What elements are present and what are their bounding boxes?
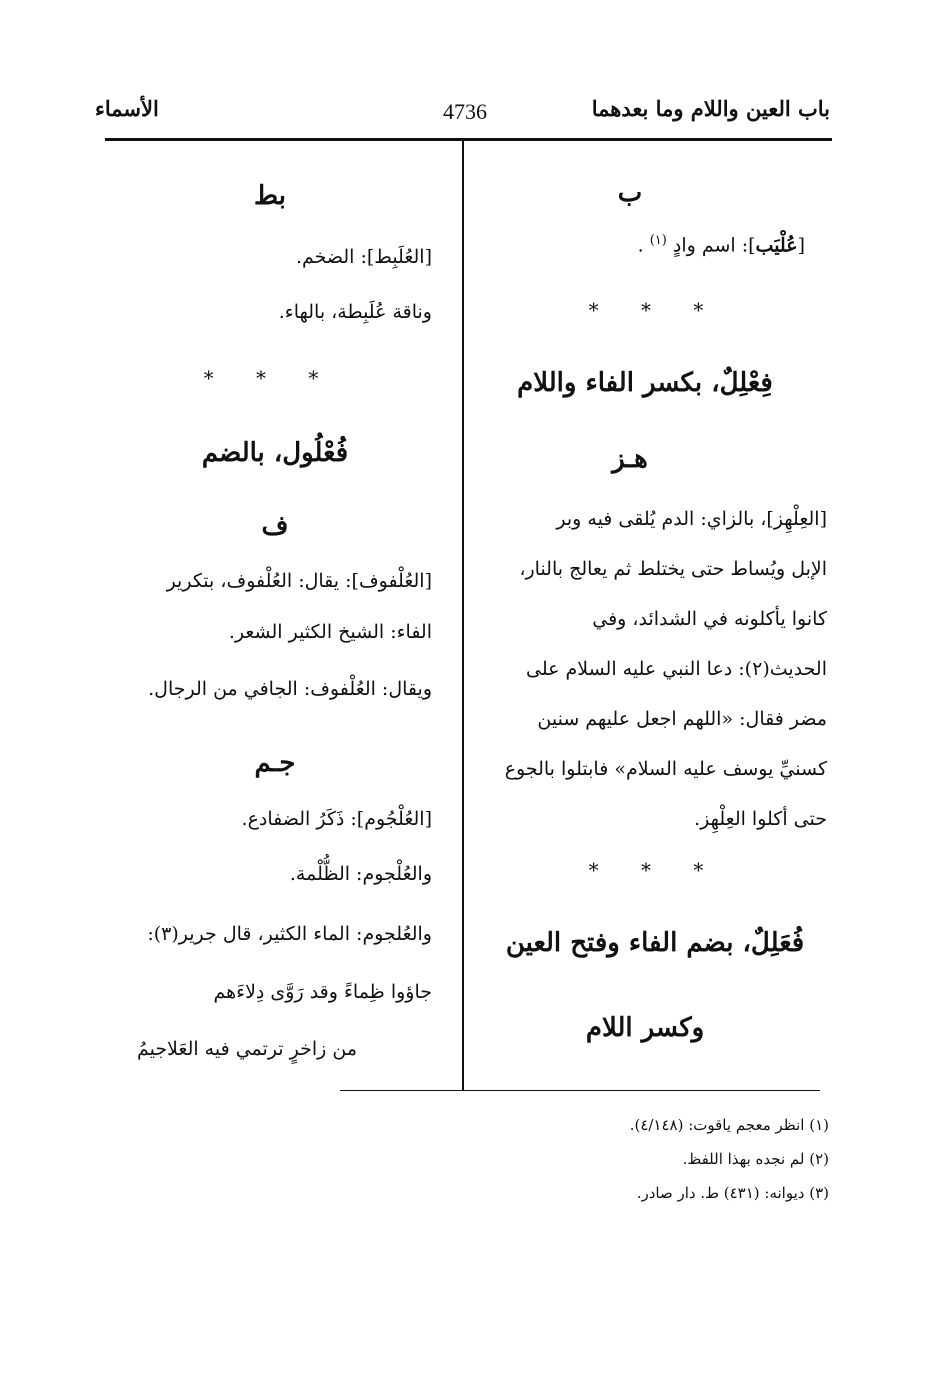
root-heading-jm: جـم — [254, 748, 296, 778]
root-heading-hz: هـز — [612, 444, 648, 474]
entry-line: [العُلَبِط]: الضخم. — [295, 246, 432, 268]
entry-line: [العُلْجُوم]: ذَكَرُ الضفادع. — [241, 808, 432, 830]
page-number: 4736 — [443, 99, 487, 124]
separator-stars: * * * — [203, 366, 337, 390]
section-title: الأسماء — [95, 96, 159, 121]
entry-line: كانوا يأكلونه في الشدائد، وفي — [592, 608, 827, 630]
separator-stars: * * * — [588, 858, 722, 882]
root-heading-fa: ف — [261, 511, 289, 541]
pattern-heading-fu3lul: فُعْلُول، بالضم — [201, 438, 349, 468]
entry-line: ويقال: العُلْفوف: الجافي من الرجال. — [148, 678, 432, 700]
chapter-title: باب العين واللام وما بعدهما — [591, 96, 830, 121]
entry-line: وناقة عُلَبِطة، بالهاء. — [278, 301, 432, 323]
term-ulayyab: عُلْيَب — [755, 234, 798, 257]
pattern-heading-fu3alil: فُعَلِلٌ، بضم الفاء وفتح العين — [505, 928, 805, 958]
entry-line: والعُلْجوم: الظُّلْمة. — [289, 863, 432, 885]
entry-line: الحديث(٢): دعا النبي عليه السلام على — [526, 658, 827, 680]
column-divider — [462, 140, 464, 1090]
entry-line: والعُلجوم: الماء الكثير، قال جرير(٣): — [147, 923, 432, 945]
footnote-rule — [340, 1090, 820, 1091]
entry-line: [العِلْهِز]، بالزاي: الدم يُلقى فيه وبر — [556, 508, 827, 530]
entry-line: حتى أكلوا العِلْهِز. — [694, 808, 827, 830]
footnote: (٣) ديوانه: (٤٣١) ط. دار صادر. — [636, 1184, 829, 1202]
entry-line: [العُلْفوف]: يقال: العُلْفوف، بتكرير — [166, 570, 432, 592]
footnote: (٢) لم نجده بهذا اللفظ. — [682, 1150, 829, 1168]
separator-stars: * * * — [588, 298, 722, 322]
root-heading-ba: ب — [617, 178, 643, 208]
root-heading-bt: بط — [254, 181, 286, 211]
entry-line: مضر فقال: «اللهم اجعل عليهم سنين — [537, 708, 827, 730]
entry-line: كسنيِّ يوسف عليه السلام» فابتلوا بالجوع — [504, 758, 827, 780]
footnote: (١) انظر معجم ياقوت: (٤/١٤٨). — [629, 1116, 829, 1134]
entry-line: الإبل ويُساط حتى يختلط ثم يعالج بالنار، — [519, 558, 827, 580]
header-rule — [105, 138, 832, 141]
entry-line: الفاء: الشيخ الكثير الشعر. — [228, 621, 432, 643]
pattern-heading-fi3lil: فِعْلِلٌ، بكسر الفاء واللام — [517, 368, 773, 398]
poem-verse: من زاخرٍ ترتمي فيه العَلاجيمُ — [136, 1038, 357, 1060]
entry-ulayyab: [عُلْيَب]: اسم وادٍ $^{(١)}$ . — [637, 233, 805, 257]
pattern-heading-fu3alil-cont: وكسر اللام — [585, 1013, 705, 1043]
poem-verse: جاؤوا ظِماءً وقد رَوَّى دِلاءَهم — [213, 981, 432, 1003]
